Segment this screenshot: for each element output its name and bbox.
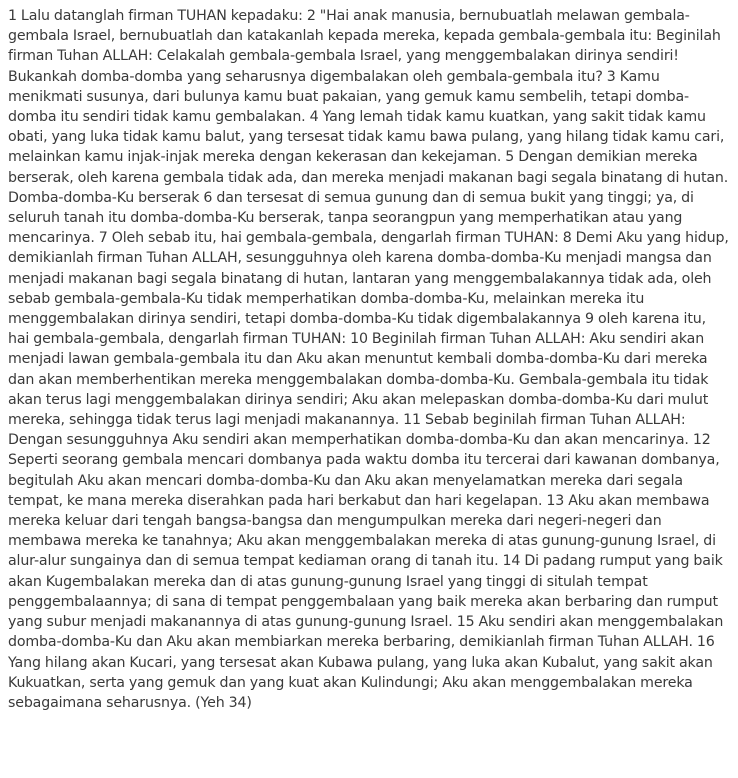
passage-text: 1 Lalu datanglah firman TUHAN kepadaku: 2 "Hai anak manusia, bernubuatlah melawan gembala-gembala Israel, bernubuatlah dan katakanlah kepada mereka, kepada gembala-gembala itu: Beginilah firman Tuhan ALLAH: Celakalah gembala-gembala Israel, yang menggembalakan dirinya sendiri! Bukankah domba-domba yang seharusnya digembalakan oleh gembala-gembala itu? 3 Kamu menikmati susunya, dari bulunya kamu buat pakaian, yang gemuk kamu sembelih, tetapi domba-domba itu sendiri tidak kamu gembalakan. 4 Yang lemah tidak kamu kuatkan, yang sakit tidak kamu obati, yang luka tidak kamu balut, yang tersesat tidak kamu bawa pulang, yang hilang tidak kamu cari, melainkan kamu injak-injak mereka dengan kekerasan dan kekejaman. 5 Dengan demikian mereka berserak, oleh karena gembala tidak ada, dan mereka menjadi makanan bagi segala binatang di hutan. Domba-domba-Ku berserak 6 dan tersesat di semua gunung dan di semua bukit yang tinggi; ya, di seluruh tanah itu domba-domba-Ku berserak, tanpa seorangpun yang memperhatikan atau yang mencarinya. 7 Oleh sebab itu, hai gembala-gembala, dengarlah firman TUHAN: 8 Demi Aku yang hidup, demikianlah firman Tuhan ALLAH, sesungguhnya oleh karena domba-domba-Ku menjadi mangsa dan menjadi makanan bagi segala binatang di hutan, lantaran yang menggembalakannya tidak ada, oleh sebab gembala-gembala-Ku tidak memperhatikan domba-domba-Ku, melainkan mereka itu menggembalakan dirinya sendiri, tetapi domba-domba-Ku tidak digembalakannya 9 oleh karena itu, hai gembala-gembala, dengarlah firman TUHAN: 10 Beginilah firman Tuhan ALLAH: Aku sendiri akan menjadi lawan gembala-gembala itu dan Aku akan menuntut kembali domba-domba-Ku dari mereka dan akan memberhentikan mereka menggembalakan domba-domba-Ku. Gembala-gembala itu tidak akan terus lagi menggembalakan dirinya sendiri; Aku akan melepaskan domba-domba-Ku dari mulut mereka, sehingga tidak terus lagi menjadi makanannya. 11 Sebab beginilah firman Tuhan ALLAH: Dengan sesungguhnya Aku sendiri akan memperhatikan domba-domba-Ku dan akan mencarinya. 12 Seperti seorang gembala mencari dombanya pada waktu domba itu tercerai dari kawanan dombanya, begitulah Aku akan mencari domba-domba-Ku dan Aku akan menyelamatkan mereka dari segala tempat, ke mana mereka diserahkan pada hari berkabut dan hari kegelapan. 13 Aku akan membawa mereka keluar dari tengah bangsa-bangsa dan mengumpulkan mereka dari negeri-negeri dan membawa mereka ke tanahnya; Aku akan menggembalakan mereka di atas gunung-gunung Israel, di alur-alur sungainya dan di semua tempat kediaman orang di tanah itu. 14 Di padang rumput yang baik akan Kugembalakan mereka dan di atas gunung-gunung Israel yang tinggi di situlah tempat penggembalaannya; di sana di tempat penggembalaan yang baik mereka akan berbaring dan rumput yang subur menjadi makanannya di atas gunung-gunung Israel. 15 Aku sendiri akan menggembalakan domba-domba-Ku dan Aku akan membiarkan mereka berbaring, demikianlah firman Tuhan ALLAH. 16 Yang hilang akan Kucari, yang tersesat akan Kubawa pulang, yang luka akan Kubalut, yang sakit akan Kukuatkan, serta yang gemuk dan yang kuat akan Kulindungi; Aku akan menggembalakan mereka sebagaimana seharusnya. (Yeh 34) (8, 8, 729, 711)
